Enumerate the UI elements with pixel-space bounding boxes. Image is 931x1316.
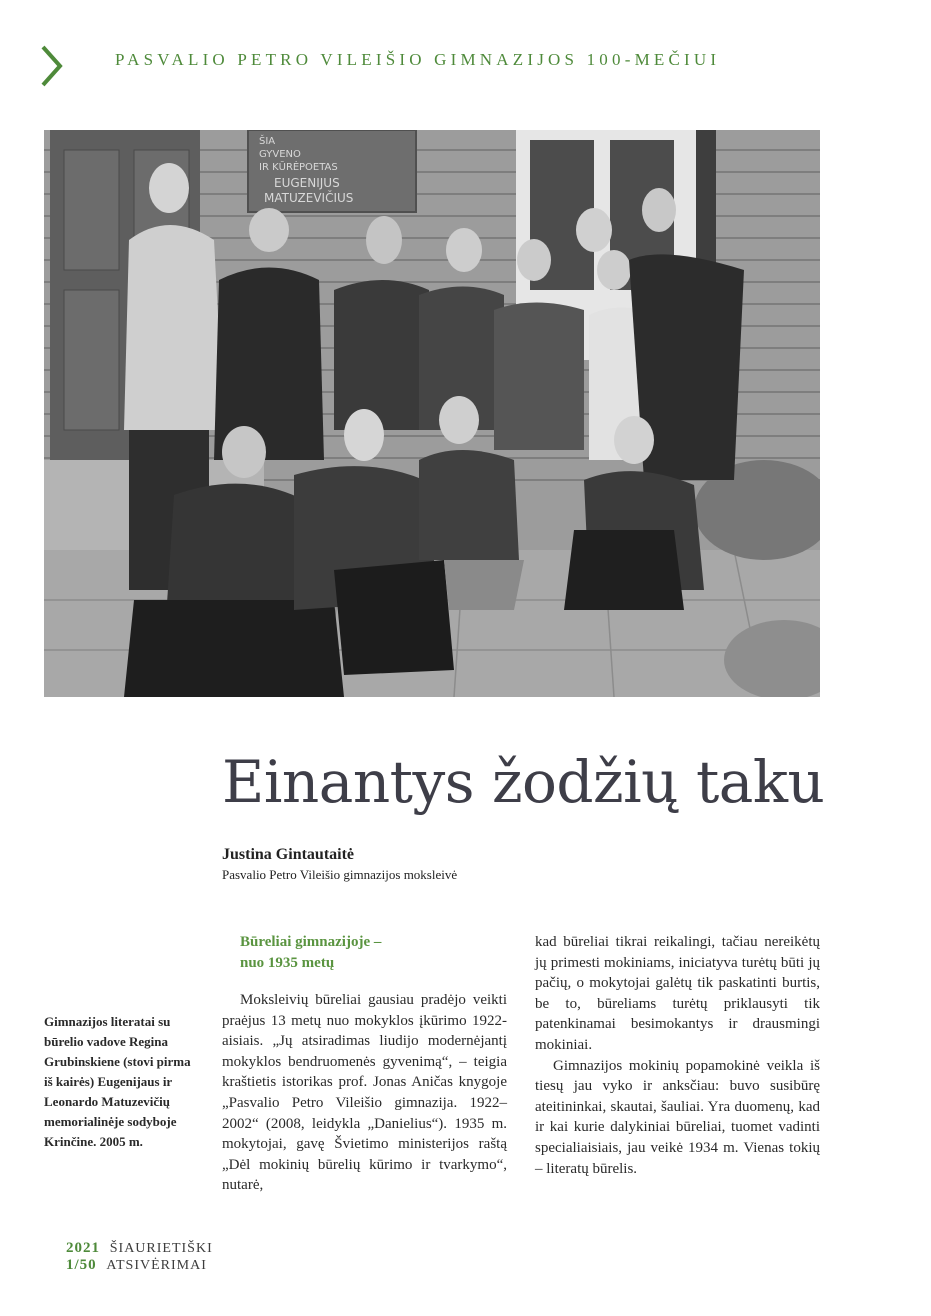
body-paragraph: kad būreliai tikrai reikalingi, tačiau nereikėtų jų primesti mokiniams, iniciatyva turėtų būti jų pačių, o mokytojai galėtų tik paskatinti burtis, be to, būreliams turėtų priklausyti tik patenkinamai besimokantys ir drausmingi mokiniai. [535, 934, 820, 1053]
body-paragraph: Moksleivių būreliai gausiau pradėjo veikti praėjus 13 metų nuo mokyklos įkūrimo 1922-aisiais. „Jų atsiradimas liudijo modernėjantį mokyklos bendruomenės gyvenimą“, – teigia kraštietis istorikas prof. Jonas Aničas knygoje „Pasvalio Petro Vileišio gimnazija. 1922–2002“ (2008, leidykla „Danielius“). 1935 m. mokytojai, gavę Švietimo ministerijos raštą „Dėl mokinių būrelių kūrimo ir tvarkymo“, nutarė, [222, 992, 507, 1194]
author-affiliation: Pasvalio Petro Vileišio gimnazijos moksleivė [222, 867, 458, 882]
author-name: Justina Gintautaitė [222, 846, 355, 863]
footer-issue: 1/50 [66, 1257, 97, 1273]
subhead-line: nuo 1935 metų [240, 955, 335, 971]
article-title: Einantys žodžių taku [222, 748, 825, 816]
double-chevron-right-icon [40, 44, 68, 88]
plaque-line: MATUZEVIČIUS [264, 191, 354, 205]
section-subhead [240, 932, 510, 974]
footer-year: 2021 [66, 1240, 100, 1256]
magazine-name-line2: ATSIVĖRIMAI [106, 1258, 207, 1273]
page-footer [66, 1240, 213, 1274]
plaque-line: GYVENO [259, 149, 301, 160]
plaque-line: EUGENIJUS [274, 176, 340, 190]
magazine-name-line1: ŠIAURIETIŠKI [109, 1241, 213, 1256]
photo-caption: Gimnazijos literatai su būrelio vadove Regina Grubinskiene (stovi pirma iš kairės) Eugenijaus ir Leonardo Matuzevičių memorialinėje sodyboje Krinčine. 2005 m. [44, 1014, 191, 1149]
plaque-line: ŠIA [259, 136, 276, 147]
group-photo [44, 130, 820, 697]
plaque-line: POETAS [299, 162, 338, 173]
plaque-line: IR KŪRĖ [259, 162, 300, 173]
section-header-title: PASVALIO PETRO VILEIŠIO GIMNAZIJOS 100-MEČIUI [115, 50, 721, 69]
body-column-right [535, 932, 820, 1179]
subhead-line: Būreliai gimnazijoje – [240, 934, 382, 950]
body-paragraph: Gimnazijos mokinių popamokinė veikla iš tiesų jau vyko ir anksčiau: buvo susibūrę ateitininkai, skautai, šauliai. Yra duomenų, kad ir kai kurie dalykiniai būreliai, tuomet vadinti specialiaisiais, jau veikė 1934 m. Vienas tokių – literatų būrelis. [535, 1057, 820, 1177]
body-column-left [222, 990, 507, 1196]
